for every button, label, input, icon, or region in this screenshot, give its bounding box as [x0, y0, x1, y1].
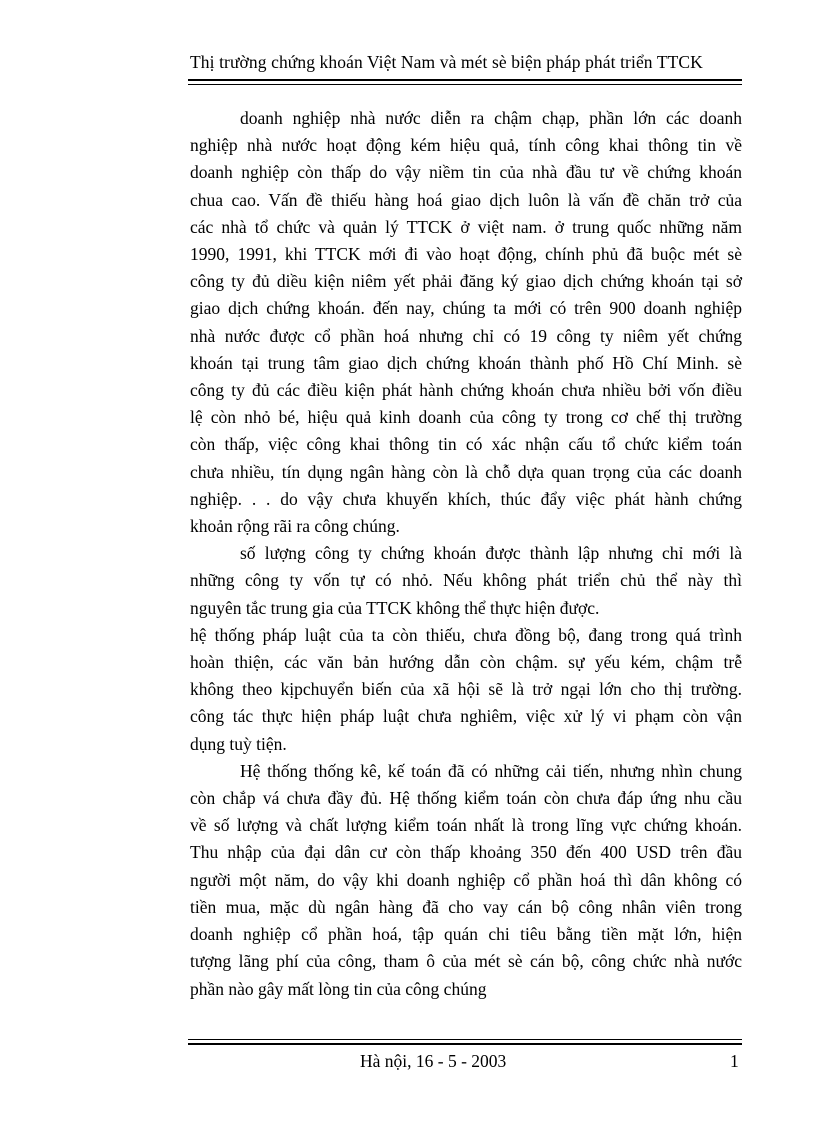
- text-line: Thu nhập của đại dân cư còn thấp khoảng 350 đến 400 USD trên đầu: [190, 842, 742, 863]
- text-line: chưa nhiều, tín dụng ngân hàng còn là chỗ dựa quan trọng của các doanh: [190, 461, 742, 482]
- text-line: còn thấp, việc công khai thông tin có xác nhận cấu tổ chức kiểm toán: [190, 434, 742, 455]
- text-line: các nhà tổ chức và quản lý TTCK ở việt nam. ở trung quốc những năm: [190, 216, 742, 237]
- text-line: công ty đủ diều kiện niêm yết phải đăng ký giao dịch chứng khoán tại sở: [190, 271, 742, 292]
- text-line: tượng lãng phí của công, tham ô của mét sè cán bộ, công chức nhà nước: [190, 951, 742, 972]
- paragraph-4: [190, 758, 742, 1003]
- text-line: về số lượng và chất lượng kiểm toán nhất là trong lĩng vực chứng khoán.: [190, 815, 742, 836]
- page-header-title: Thị trường chứng khoán Việt Nam và mét sè biện pháp phát triển TTCK: [190, 52, 703, 72]
- text-line: phần nào gây mất lòng tin của công chúng: [190, 978, 487, 999]
- text-line: khoản rộng rãi ra công chúng.: [190, 516, 400, 537]
- text-line: hoàn thiện, các văn bản hướng dẫn còn chậm. sự yếu kém, chậm trễ: [190, 652, 742, 673]
- text-line: 1990, 1991, khi TTCK mới đi vào hoạt động, chính phủ đã buộc mét sè: [190, 244, 742, 265]
- text-line: chua cao. Vấn đề thiếu hàng hoá giao dịch luôn là vấn đề chăn trở của: [190, 189, 742, 210]
- text-line: dụng tuỳ tiện.: [190, 733, 287, 754]
- text-line: doanh nghiệp cổ phần hoá, tập quán chi tiêu bằng tiền mặt lớn, hiện: [190, 924, 742, 945]
- text-line: nghiệp nhà nước hoạt động kém hiệu quả, tính công khai thông tin về: [190, 135, 742, 156]
- text-line: số lượng công ty chứng khoán được thành lập nhưng chỉ mới là: [240, 543, 742, 564]
- header-rule-thin: [188, 84, 742, 85]
- paragraph-3: [190, 622, 742, 758]
- text-line: doanh nghiệp nhà nước diễn ra chậm chạp, phần lớn các doanh: [240, 108, 742, 128]
- text-line: nghiệp. . . do vậy chưa khuyến khích, thúc đẩy việc phát hành chứng: [190, 488, 742, 509]
- text-line: lệ còn nhỏ bé, hiệu quả kinh doanh của công ty trong cơ chế thị trường: [190, 407, 742, 428]
- text-line: khoán tại trung tâm giao dịch chứng khoán thành phố Hồ Chí Minh. sè: [190, 352, 742, 373]
- text-line: người một năm, do vậy khi doanh nghiệp cổ phần hoá thì dân không có: [190, 869, 742, 890]
- footer-date: Hà nội, 16 - 5 - 2003: [360, 1051, 507, 1071]
- page-number: 1: [730, 1051, 739, 1071]
- text-line: không theo kịpchuyển biến của xã hội sẽ là trở ngại lớn cho thị trường.: [190, 679, 742, 700]
- text-line: hệ thống pháp luật của ta còn thiếu, chưa đồng bộ, đang trong quá trình: [190, 624, 742, 645]
- footer-rule-thin: [188, 1039, 742, 1040]
- document-body: [190, 105, 742, 1003]
- text-line: nhà nước được cổ phần hoá nhưng chỉ có 19 công ty niêm yết chứng: [190, 325, 742, 346]
- paragraph-2: [190, 540, 742, 622]
- text-line: doanh nghiệp còn thấp do vậy niềm tin của nhà đầu tư về chứng khoán: [190, 162, 742, 183]
- text-line: còn chắp vá chưa đầy đủ. Hệ thống kiểm toán còn chưa đáp ứng nhu cầu: [190, 788, 742, 809]
- paragraph-1: [190, 105, 742, 540]
- footer-rule-thick: [188, 1043, 742, 1045]
- text-line: tiền mua, mặc dù ngân hàng đã cho vay cán bộ công nhân viên trong: [190, 896, 742, 917]
- header-rule-thick: [188, 79, 742, 81]
- text-line: những công ty vốn tự có nhỏ. Nếu không phát triển chủ thể này thì: [190, 570, 742, 591]
- text-line: nguyên tắc trung gia của TTCK không thể thực hiện được.: [190, 597, 600, 618]
- text-line: công ty đủ các điều kiện phát hành chứng khoán chưa nhiều bởi vốn điều: [190, 380, 742, 401]
- text-line: công tác thực hiện pháp luật chưa nghiêm, việc xử lý vi phạm còn vận: [190, 706, 742, 727]
- text-line: giao dịch chứng khoán. đến nay, chúng ta mới có trên 900 doanh nghiệp: [190, 298, 742, 319]
- text-line: Hệ thống thống kê, kế toán đã có những cải tiến, nhưng nhìn chung: [240, 760, 742, 781]
